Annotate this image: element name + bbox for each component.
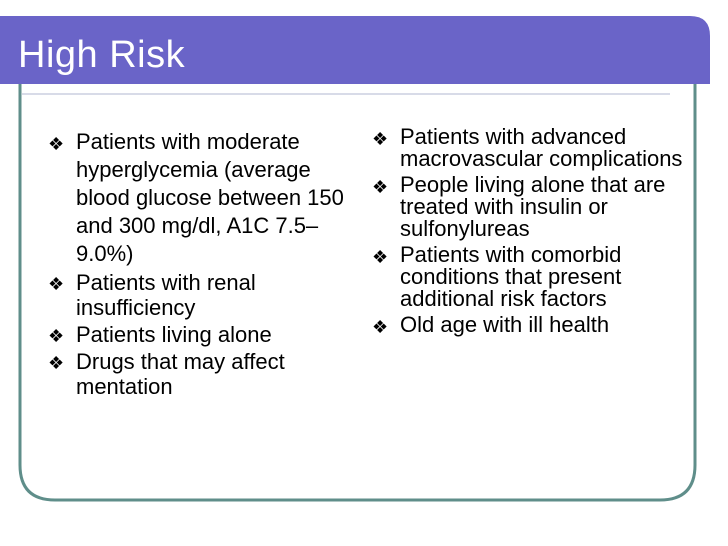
list-item-text: Patients with moderate hyperglycemia (average blood glucose between 150 and 300 mg/dl, A1C 7.5–9.0%): [76, 129, 344, 266]
diamond-bullet-icon: ❖: [48, 326, 65, 346]
list-item: [372, 126, 690, 170]
left-bullet-list: [48, 128, 348, 399]
right-bullet-list: [372, 126, 690, 336]
diamond-bullet-icon: ❖: [48, 353, 65, 373]
list-item-text: Patients with comorbid conditions that present additional risk factors: [400, 242, 622, 311]
right-column: [372, 126, 690, 336]
list-item-text: Patients with renal insufficiency: [76, 270, 256, 320]
list-item-text: People living alone that are treated with insulin or sulfonylureas: [400, 172, 666, 241]
list-item-text: Patients living alone: [76, 322, 272, 347]
list-item: [372, 174, 690, 240]
list-item-text: Drugs that may affect mentation: [76, 349, 285, 399]
list-item: [48, 349, 348, 399]
diamond-bullet-icon: ❖: [372, 317, 389, 337]
diamond-bullet-icon: ❖: [372, 177, 389, 197]
left-column: [48, 128, 348, 399]
list-item: [48, 322, 348, 347]
list-item: [48, 270, 348, 320]
list-item-text: Old age with ill health: [400, 312, 610, 337]
list-item: [372, 314, 690, 336]
diamond-bullet-icon: ❖: [372, 129, 389, 149]
list-item: [48, 128, 348, 268]
list-item-text: Patients with advanced macrovascular complications: [400, 124, 683, 171]
list-item: [372, 244, 690, 310]
slide-title: High Risk: [18, 34, 186, 76]
diamond-bullet-icon: ❖: [372, 247, 389, 267]
diamond-bullet-icon: ❖: [48, 274, 65, 294]
diamond-bullet-icon: ❖: [48, 134, 65, 154]
